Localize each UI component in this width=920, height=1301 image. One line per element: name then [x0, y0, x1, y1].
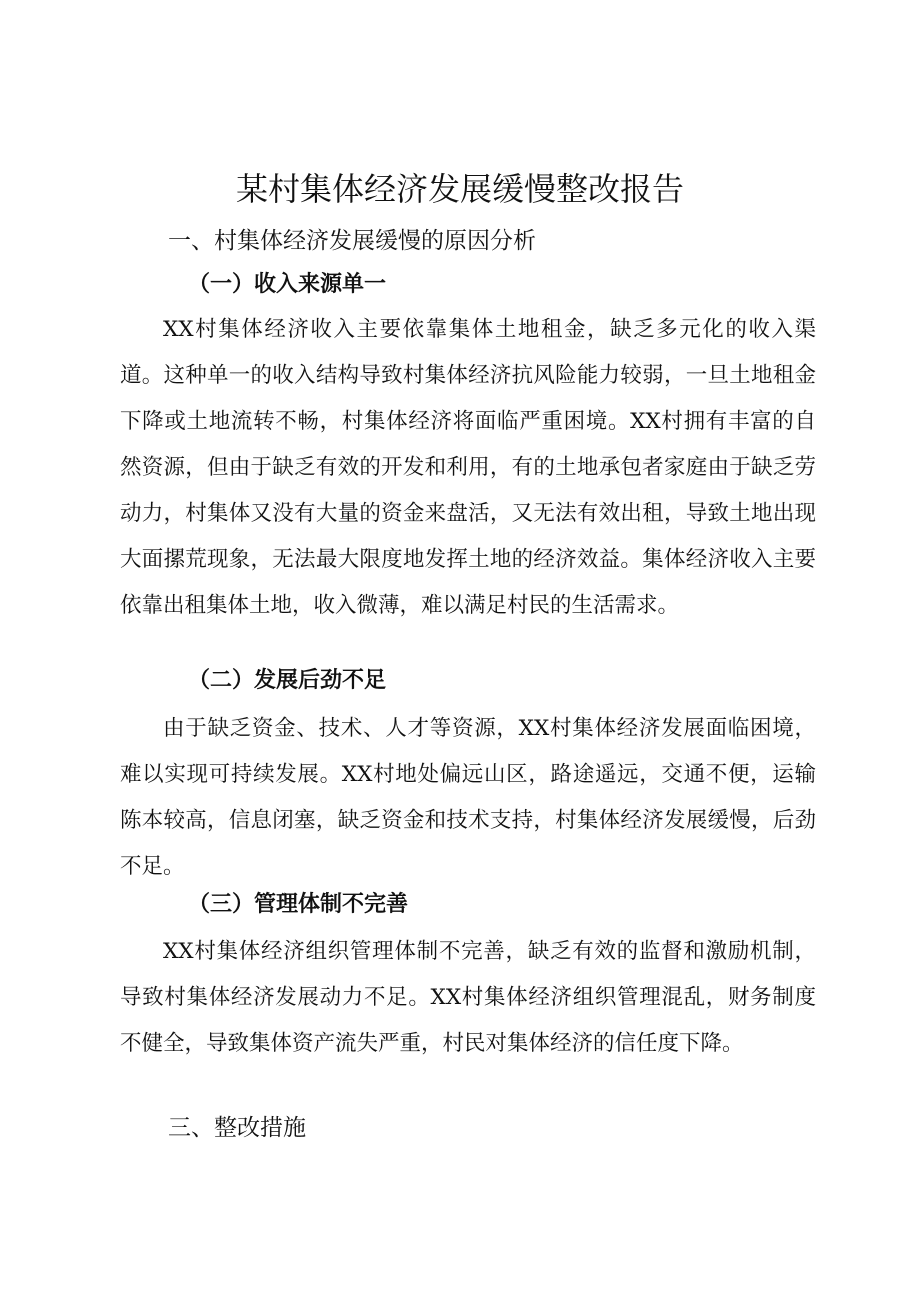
paragraph-income: XX村集体经济收入主要依靠集体土地租金，缺乏多元化的收入渠道。这种单一的收入结构导致村集体经济抗风险能力较弱，一旦土地租金下降或土地流转不畅，村集体经济将面临严重困境。XX村拥有丰富的自然资源，但由于缺乏有效的开发和利用，有的土地承包者家庭由于缺乏劳动力，村集体又没有大量的资金来盘活，又无法有效出租，导致土地出现大面摞荒现象，无法最大限度地发挥土地的经济效益。集体经济收入主要依靠出租集体土地，收入微薄，难以满足村民的生活需求。 [120, 317, 816, 618]
subsection-heading-development: （二）发展后劲不足 [188, 668, 387, 693]
subsection-heading-management: （三）管理体制不完善 [188, 892, 409, 917]
paragraph-management: XX村集体经济组织管理体制不完善，缺乏有效的监督和激励机制，导致村集体经济发展动力不足。XX村集体经济组织管理混乱，财务制度不健全，导致集体资产流失严重，村民对集体经济的信任度下降。 [120, 939, 816, 1056]
subsection-heading-income: （一）收入来源单一 [188, 272, 387, 297]
paragraph-development: 由于缺乏资金、技术、人才等资源，XX村集体经济发展面临困境，难以实现可持续发展。XX村地处偏远山区，路途遥远，交通不便，运输陈本较高，信息闭塞，缺乏资金和技术支持，村集体经济发展缓慢，后劲不足。 [120, 716, 816, 879]
section-heading-reasons: 一、村集体经济发展缓慢的原因分析 [168, 228, 536, 254]
document-title: 某村集体经济发展缓慢整改报告 [235, 170, 684, 208]
section-heading-measures: 三、整改措施 [168, 1115, 306, 1141]
